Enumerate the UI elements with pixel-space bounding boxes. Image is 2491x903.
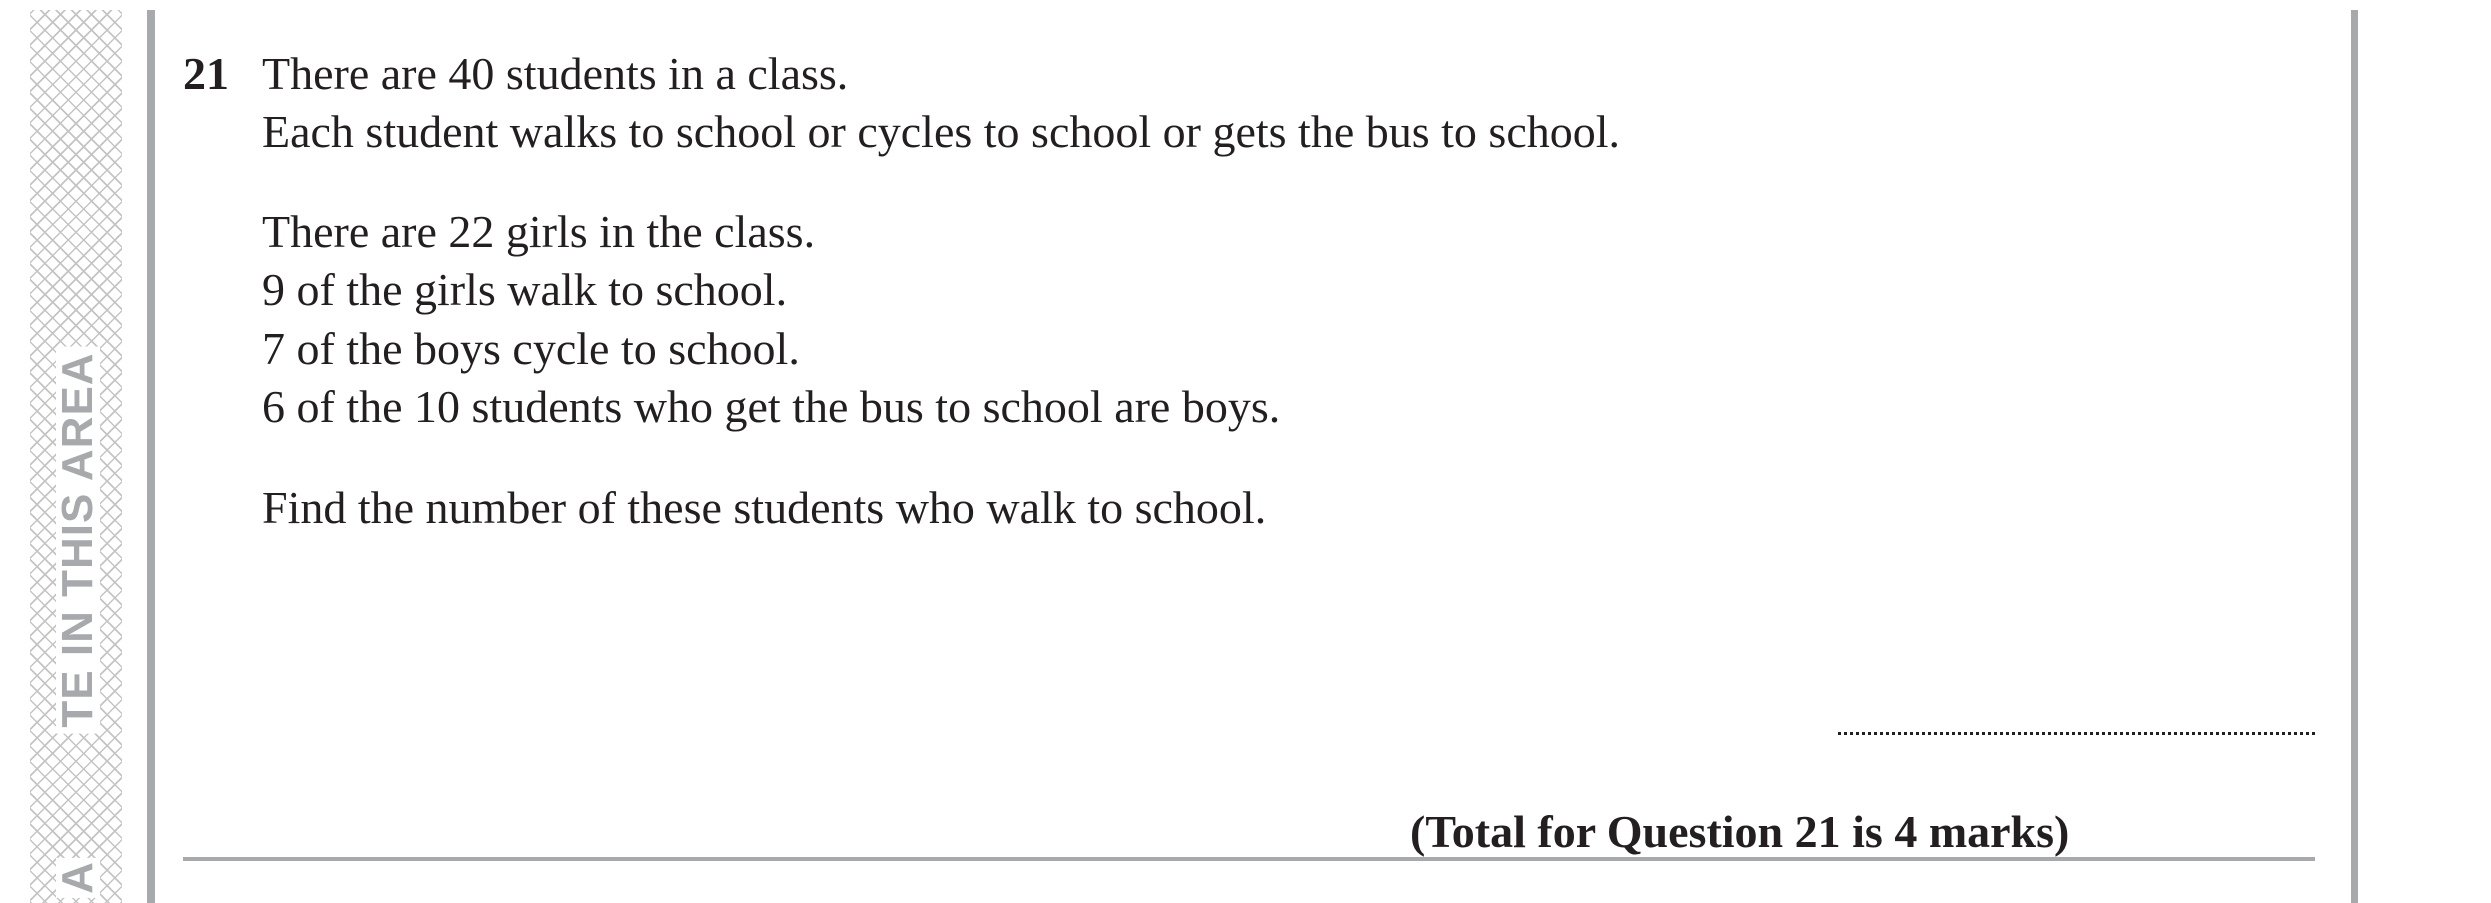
question-line-1: There are 40 students in a class. [262,48,849,99]
question-line-2: Each student walks to school or cycles to school or gets the bus to school. [262,106,1621,157]
left-border-rule [147,10,155,903]
question-line-4: 9 of the girls walk to school. [262,264,788,315]
bottom-rule [183,857,2315,861]
question-line-3: There are 22 girls in the class. [262,206,816,257]
question-line-6: 6 of the 10 students who get the bus to school are boys. [262,381,1281,432]
question-line-7: Find the number of these students who walk to school. [262,482,1267,533]
margin-warning-text-fragment: A [56,858,100,898]
right-border-rule [2351,10,2358,903]
margin-warning-text: TE IN THIS AREA [56,346,100,733]
question-total-marks: (Total for Question 21 is 4 marks) [1410,806,2070,857]
answer-line[interactable] [1838,732,2315,735]
question-number: 21 [183,48,229,99]
question-line-5: 7 of the boys cycle to school. [262,323,800,374]
